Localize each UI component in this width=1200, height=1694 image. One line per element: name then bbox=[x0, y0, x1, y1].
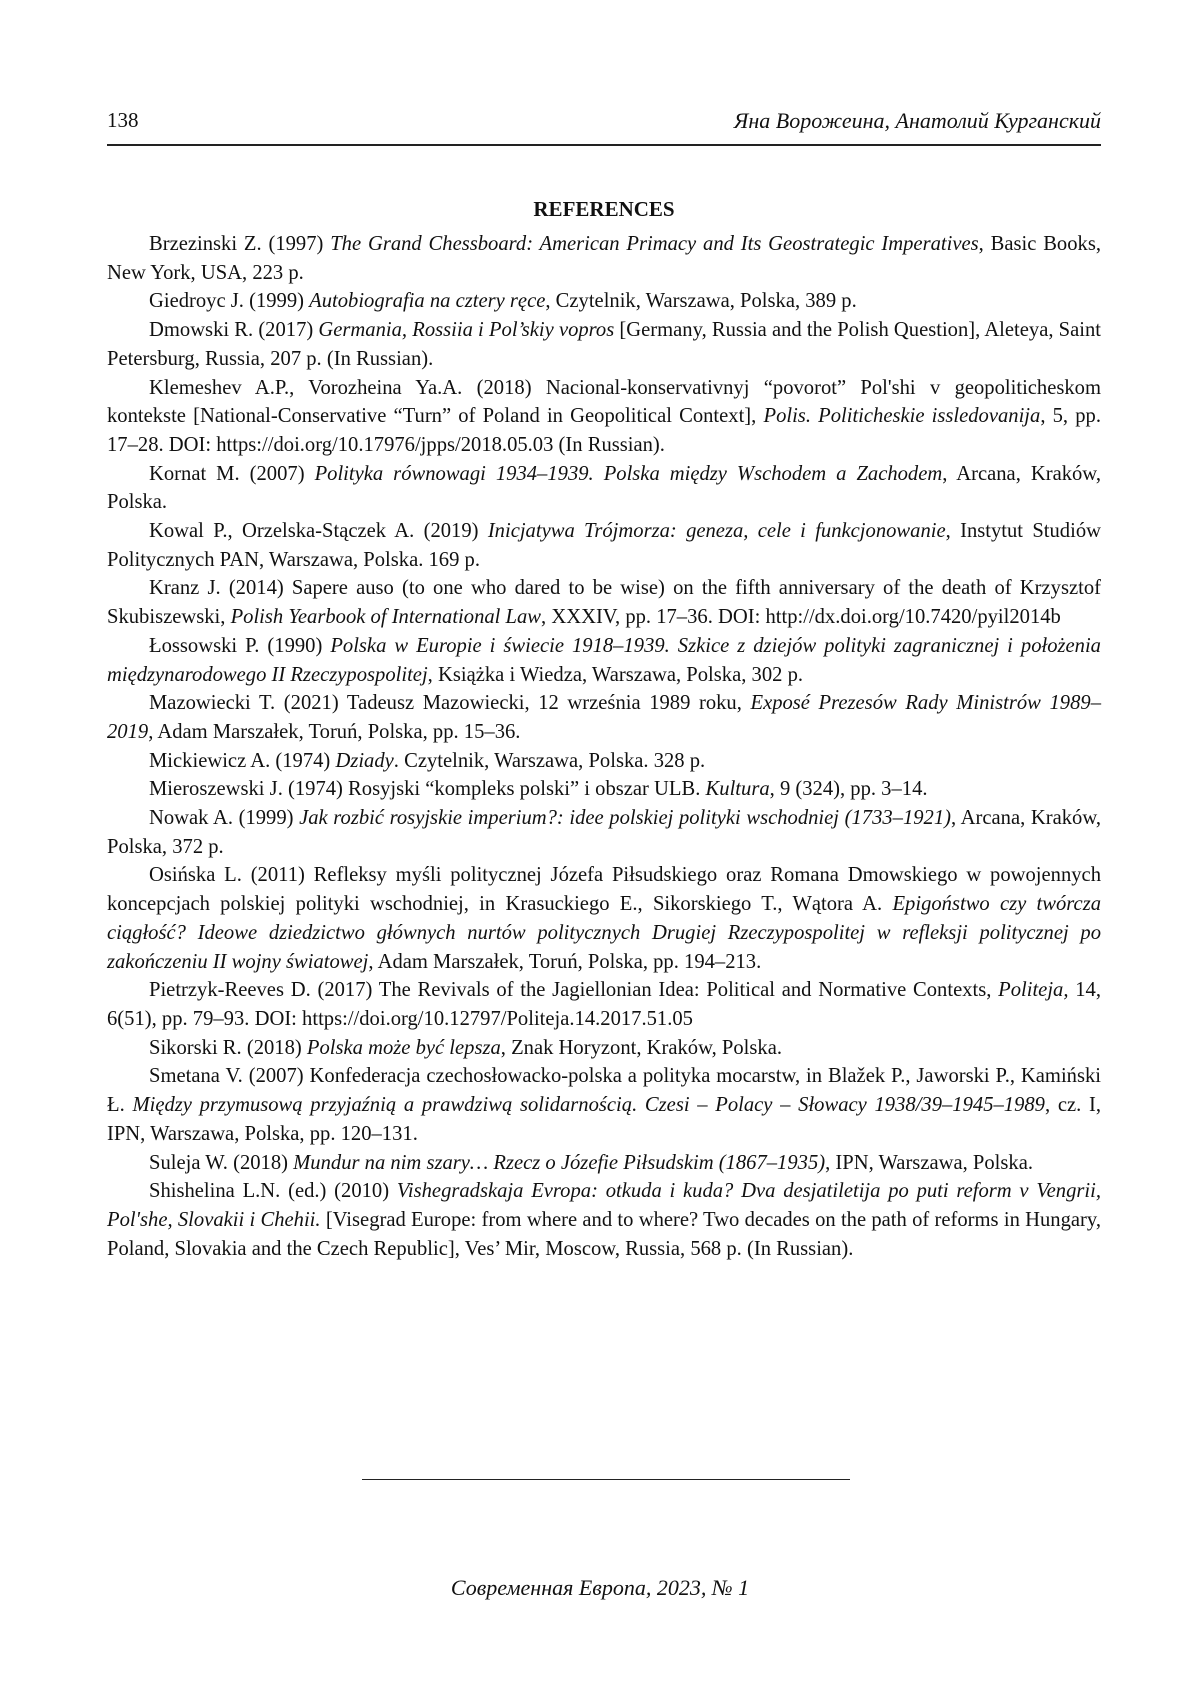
reference-text: Kornat M. (2007) bbox=[149, 462, 315, 485]
reference-text: , Instytut Studiów Politycznych PAN, Warszawa, Polska. 169 p. bbox=[107, 520, 1101, 571]
reference-title-italic: Kultura bbox=[705, 778, 770, 801]
reference-text: Klemeshev A.P., Vorozheina Ya.A. (2018) Nacional-konservativnyj “povorot” Pol'shi v geopoliticheskom kontekste [National-Conservative “Turn” of Poland in Geopolitical Context], bbox=[107, 376, 1101, 428]
reference-entry bbox=[107, 775, 1101, 804]
reference-text: Shishelina L.N. (ed.) (2010) bbox=[149, 1180, 397, 1203]
reference-entry bbox=[107, 1177, 1101, 1263]
reference-text: Osińska L. (2011) Refleksy myśli politycznej Józefa Piłsudskiego oraz Romana Dmowskiego w powojennych koncepcjach polskiej polityki wschodniej, in Krasuckiego E., Sikorskiego T., Wątora A. bbox=[107, 864, 1101, 916]
reference-text: Pietrzyk-Reeves D. (2017) The Revivals of the Jagiellonian Idea: Political and Normative Contexts, bbox=[149, 979, 999, 1002]
section-divider bbox=[362, 1479, 850, 1480]
reference-title-italic: Między przymusową przyjaźnią a prawdziwą solidarnością. Czesi – Polacy – Słowacy 1938/39–1945–1989 bbox=[132, 1094, 1045, 1117]
reference-text: , 5, pp. 17–28. DOI: https://doi.org/10.17976/jpps/2018.05.03 (In Russian). bbox=[107, 405, 1101, 456]
reference-text: , Basic Books, New York, USA, 223 p. bbox=[107, 233, 1101, 284]
page-number: 138 bbox=[107, 108, 139, 132]
reference-text: , Arcana, Kraków, Polska, 372 p. bbox=[107, 807, 1101, 858]
references-heading: REFERENCES bbox=[533, 197, 675, 221]
reference-entry bbox=[107, 804, 1101, 861]
reference-text: [Germany, Russia and the Polish Question], Aleteya, Saint Petersburg, Russia, 207 p. (In Russian). bbox=[107, 319, 1102, 370]
reference-entry bbox=[107, 689, 1101, 746]
reference-entry bbox=[107, 1062, 1101, 1148]
reference-entry bbox=[107, 460, 1101, 517]
reference-text: 14, 6(51), pp. 79–93. DOI: https://doi.org/10.12797/Politeja.14.2017.51.05 bbox=[107, 979, 1101, 1030]
reference-title-italic: Polska może być lepsza bbox=[306, 1036, 501, 1059]
reference-title-italic: Exposé Prezesów Rady Ministrów 1989–2019 bbox=[107, 692, 1101, 743]
reference-text: [Visegrad Europe: from where and to where? Two decades on the path of reforms in Hungary, Poland, Slovakia and the Czech Republic], Ves’ Mir, Moscow, Russia, 568 p. (In Russian). bbox=[107, 1208, 1102, 1260]
reference-text: , Adam Marszałek, Toruń, Polska, pp. 194–213. bbox=[368, 950, 762, 973]
reference-text: , XXXIV, pp. 17–36. DOI: http://dx.doi.org/10.7420/pyil2014b bbox=[541, 606, 1061, 629]
reference-entry bbox=[107, 230, 1101, 287]
reference-title-italic: Dziady bbox=[335, 749, 394, 772]
reference-title-italic: The Grand Chessboard: American Primacy and Its Geostrategic Imperatives bbox=[330, 233, 979, 255]
reference-title-italic: Politeja, bbox=[998, 979, 1069, 1002]
reference-text: , Książka i Wiedza, Warszawa, Polska, 302 p. bbox=[427, 663, 804, 686]
reference-text: , Czytelnik, Warszawa, Polska, 389 p. bbox=[545, 290, 857, 313]
running-head-authors: Яна Ворожеина, Анатолий Курганский bbox=[733, 108, 1101, 133]
reference-title-italic: Inicjatywa Trójmorza: geneza, cele i funkcjonowanie bbox=[487, 520, 946, 543]
reference-title-italic: Polish Yearbook of International Law bbox=[230, 606, 542, 629]
reference-entry bbox=[107, 574, 1101, 631]
reference-title-italic: Polska w Europie i świecie 1918–1939. Szkice z dziejów polityki zagranicznej i położenia międzynarodowego II Rzeczypospolitej bbox=[107, 634, 1101, 686]
reference-entry bbox=[107, 517, 1101, 574]
reference-text: , IPN, Warszawa, Polska. bbox=[825, 1151, 1033, 1174]
reference-title-italic: Autobiografia na cztery ręce bbox=[309, 290, 546, 313]
reference-text: Giedroyc J. (1999) bbox=[149, 290, 310, 313]
reference-text: Nowak A. (1999) bbox=[149, 807, 300, 830]
reference-text: Mieroszewski J. (1974) Rosyjski “kompleks polski” i obszar ULB. bbox=[149, 778, 706, 801]
reference-text: , cz. I, IPN, Warszawa, Polska, pp. 120–131. bbox=[107, 1094, 1101, 1145]
reference-text: Suleja W. (2018) bbox=[149, 1151, 294, 1174]
reference-entry bbox=[107, 374, 1101, 460]
reference-entry bbox=[107, 1149, 1101, 1178]
reference-title-italic: Mundur na nim szary… Rzecz o Józefie Piłsudskim (1867–1935) bbox=[293, 1151, 826, 1174]
reference-title-italic: Jak rozbić rosyjskie imperium?: idee polskiej polityki wschodniej (1733–1921) bbox=[299, 807, 952, 830]
reference-title-italic: Germania, Rossiia i Pol’skiy vopros bbox=[318, 319, 615, 342]
reference-entry bbox=[107, 316, 1101, 373]
reference-text: , Znak Horyzont, Kraków, Polska. bbox=[500, 1036, 782, 1059]
reference-entry bbox=[107, 976, 1101, 1033]
reference-text: Dmowski R. (2017) bbox=[149, 319, 319, 342]
reference-entry bbox=[107, 632, 1101, 689]
reference-title-italic: Polityka równowagi 1934–1939. Polska między Wschodem a Zachodem bbox=[314, 462, 943, 485]
page-header bbox=[107, 104, 1101, 146]
reference-title-italic: Vishegradskaja Evropa: otkuda i kuda? Dva desjatiletija po puti reform v Vengrii, Pol'she, Slovakii i Chehii. bbox=[107, 1180, 1101, 1231]
reference-text: , Arcana, Kraków, Polska. bbox=[107, 462, 1101, 514]
reference-text: Mickiewicz A. (1974) bbox=[149, 749, 336, 772]
reference-entry bbox=[107, 747, 1101, 776]
reference-text: Sikorski R. (2018) bbox=[149, 1036, 307, 1059]
reference-entry bbox=[107, 287, 1101, 316]
reference-entry bbox=[107, 861, 1101, 976]
reference-text: Brzezinski Z. (1997) bbox=[149, 233, 331, 255]
reference-text: Mazowiecki T. (2021) Tadeusz Mazowiecki, 12 września 1989 roku, bbox=[149, 692, 751, 715]
reference-list bbox=[107, 230, 1101, 1263]
journal-footer: Современная Европа, 2023, № 1 bbox=[450, 1575, 750, 1600]
reference-text: , 9 (324), pp. 3–14. bbox=[769, 778, 928, 801]
reference-title-italic: Epigoństwo czy twórcza ciągłość? Ideowe dziedzictwo głównych nurtów politycznych Drugiej Rzeczypospolitej w refleksji politycznej po zakończeniu II wojny światowej bbox=[107, 893, 1101, 973]
reference-entry bbox=[107, 1034, 1101, 1063]
reference-title-italic: Polis. Politicheskie issledovanija bbox=[763, 405, 1041, 428]
reference-text: Łossowski P. (1990) bbox=[149, 634, 331, 657]
reference-text: , Adam Marszałek, Toruń, Polska, pp. 15–36. bbox=[148, 720, 521, 743]
reference-text: Kranz J. (2014) Sapere auso (to one who dared to be wise) on the fifth anniversary of the death of Krzysztof Skubiszewski, bbox=[107, 577, 1101, 629]
reference-text: . Czytelnik, Warszawa, Polska. 328 p. bbox=[393, 749, 706, 772]
reference-text: Kowal P., Orzelska-Stączek A. (2019) bbox=[149, 520, 488, 543]
reference-text: Smetana V. (2007) Konfederacja czechosłowacko-polska a polityka mocarstw, in Blažek P., Jaworski P., Kamiński Ł. bbox=[107, 1065, 1101, 1117]
